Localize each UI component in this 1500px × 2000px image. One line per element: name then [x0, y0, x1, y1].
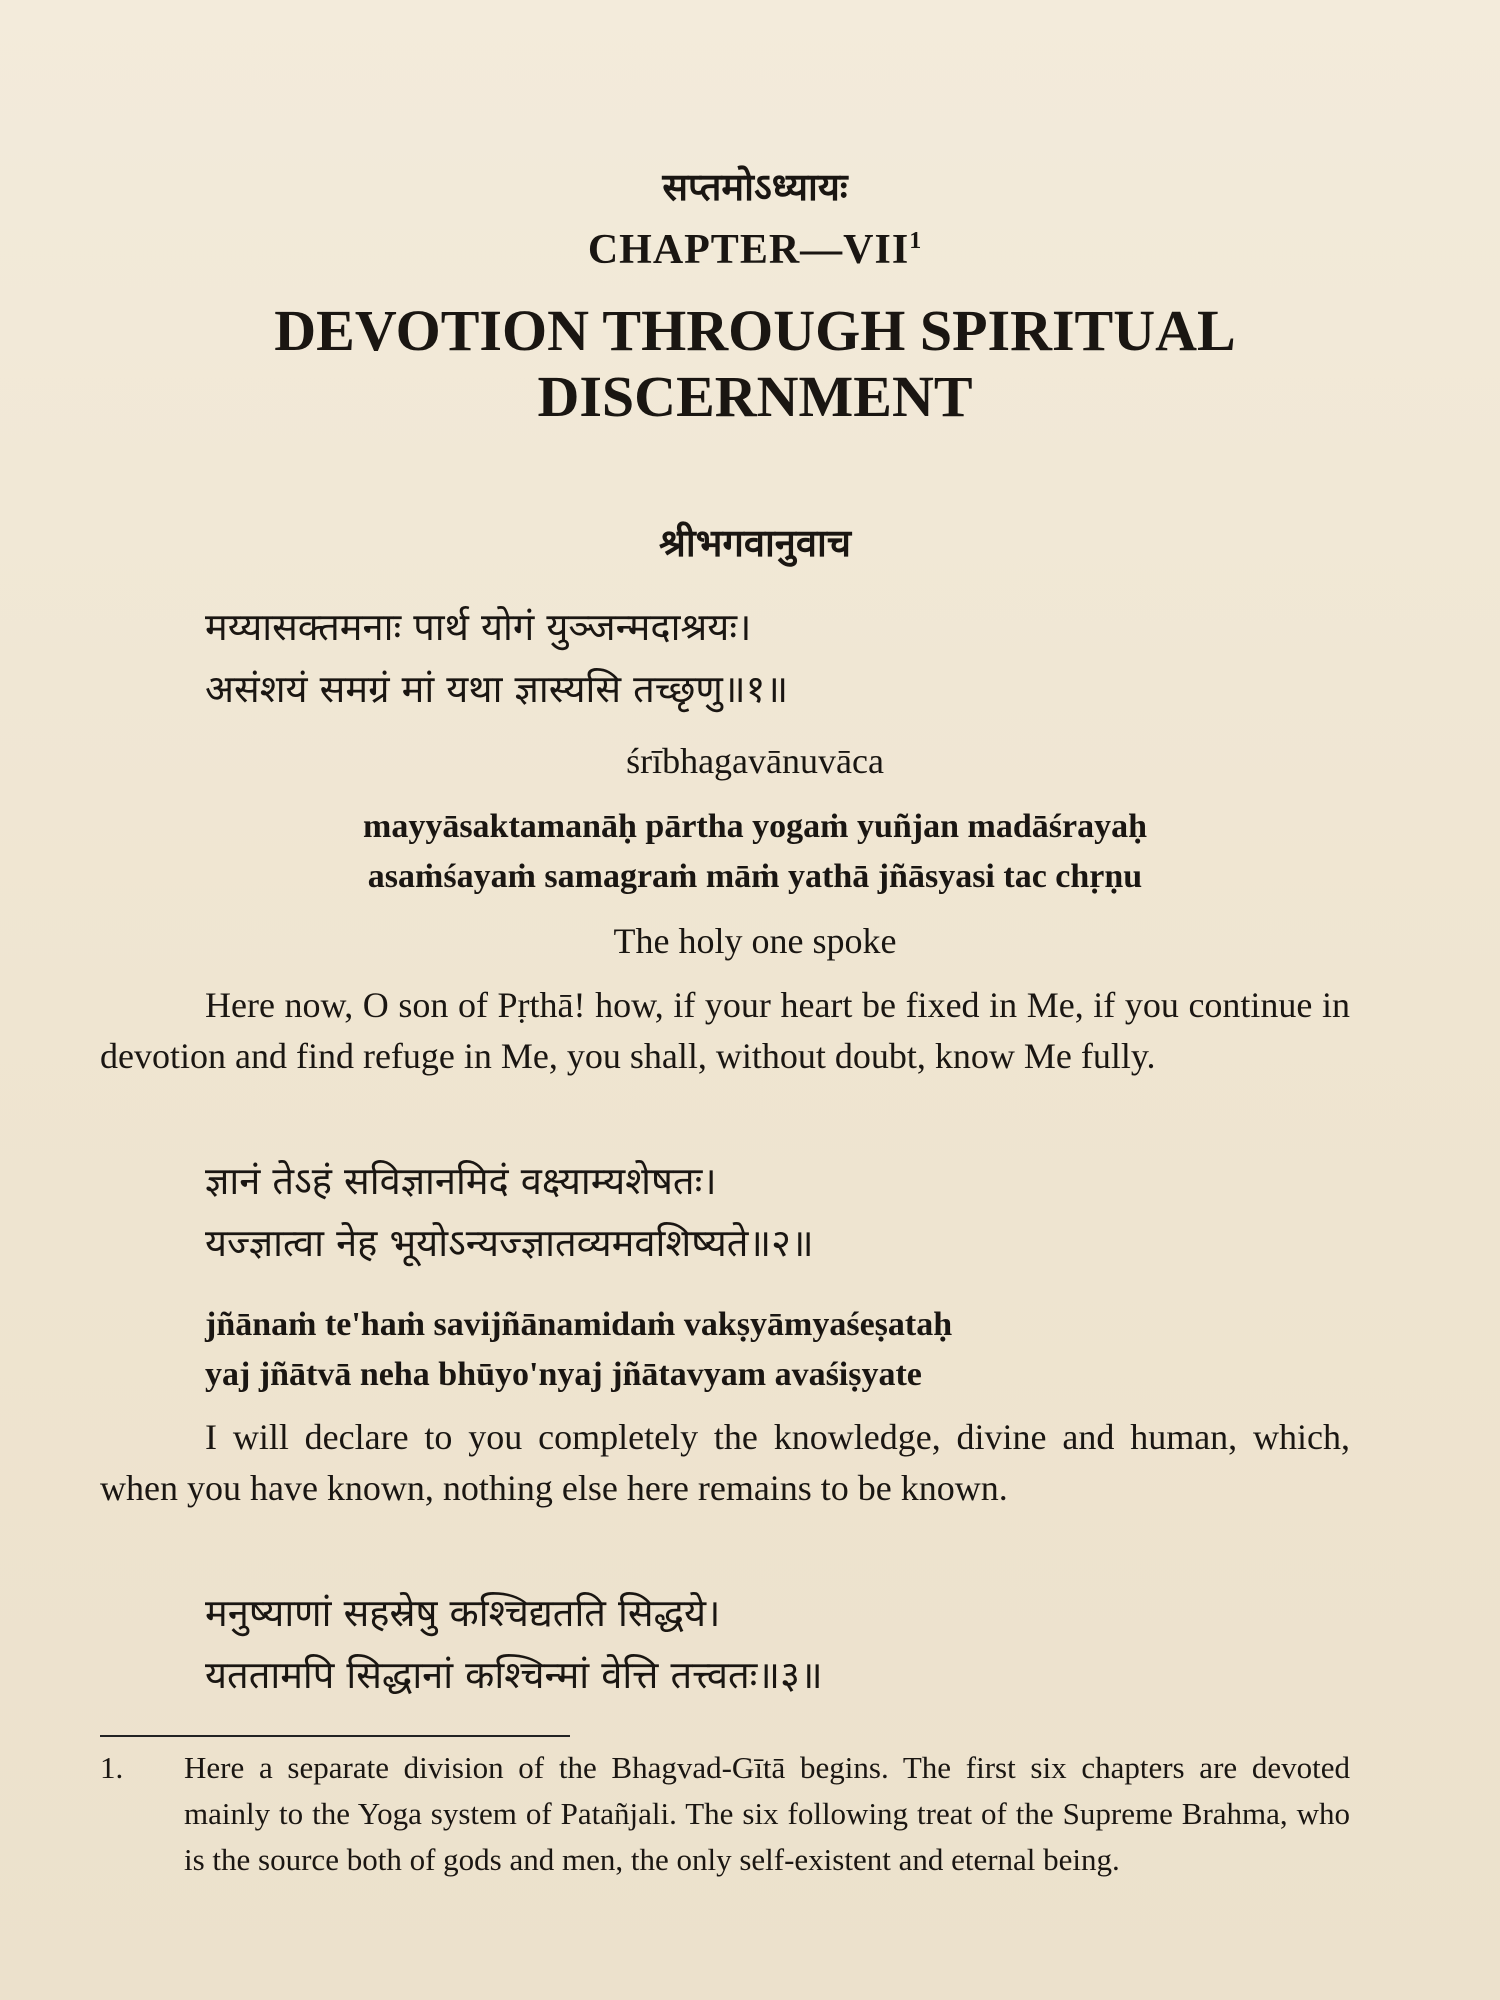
speaker-devanagari: श्रीभगवानुवाच	[658, 521, 851, 565]
verse-2-translit-line-1: jñānaṁ te'haṁ savijñānamidaṁ vakṣyāmyaśeṣataḥ	[205, 1306, 953, 1343]
footnote-mark: 1	[909, 228, 923, 254]
verse-1-translation: Here now, O son of Pṛthā! how, if your heart be fixed in Me, if you continue in devotion and find refuge in Me, you shall, without doubt, know Me fully.	[100, 985, 1350, 1076]
verse-1-translit-line-2: asaṁśayaṁ samagraṁ māṁ yathā jñāsyasi tac chṛṇu	[367, 858, 1143, 895]
footnote-number: 1.	[100, 1750, 124, 1785]
verse-1-devanagari	[205, 596, 1405, 720]
verse-1-transliteration	[100, 802, 1410, 902]
chapter-title-devanagari: सप्तमोऽध्यायः	[662, 165, 848, 209]
verse-2-devanagari	[205, 1150, 1405, 1274]
verse-1-deva-line-2: असंशयं समग्रं मां यथा ज्ञास्यसि तच्छृणु॥१॥	[205, 667, 789, 711]
speaker-translation: The holy one spoke	[613, 921, 897, 961]
chapter-title	[100, 298, 1410, 430]
footnote	[100, 1745, 1350, 1883]
chapter-title-line-2: DISCERNMENT	[537, 364, 973, 429]
verse-3-deva-line-2: यततामपि सिद्धानां कश्चिन्मां वेत्ति तत्त्वतः॥३॥	[205, 1653, 823, 1697]
verse-2-translation: I will declare to you completely the knowledge, divine and human, which, when you have known, nothing else here remains to be known.	[100, 1417, 1350, 1508]
verse-1-deva-line-1: मय्यासक्तमनाः पार्थ योगं युञ्जन्मदाश्रयः।	[205, 605, 752, 649]
verse-3-devanagari	[205, 1582, 1405, 1706]
speaker-transliteration: śrībhagavānuvāca	[626, 741, 884, 781]
verse-3-deva-line-1: मनुष्याणां सहस्रेषु कश्चिद्यतति सिद्धये।	[205, 1591, 721, 1635]
chapter-number: CHAPTER—VII	[587, 227, 910, 273]
verse-2-translit-line-2: yaj jñātvā neha bhūyo'nyaj jñātavyam avaśiṣyate	[205, 1356, 922, 1393]
verse-2-deva-line-1: ज्ञानं तेऽहं सविज्ञानमिदं वक्ष्याम्यशेषतः।	[205, 1159, 717, 1203]
verse-2-deva-line-2: यज्ज्ञात्वा नेह भूयोऽन्यज्ज्ञातव्यमवशिष्यते॥२॥	[205, 1221, 814, 1265]
footnote-divider	[100, 1735, 570, 1737]
footnote-text: Here a separate division of the Bhagvad-Gītā begins. The first six chapters are devoted mainly to the Yoga system of Patañjali. The six following treat of the Supreme Brahma, who is the source both of gods and men, the only self-existent and eternal being.	[184, 1750, 1350, 1877]
verse-2-transliteration	[205, 1300, 1405, 1400]
chapter-label	[100, 226, 1410, 274]
chapter-title-line-1: DEVOTION THROUGH SPIRITUAL	[274, 298, 1236, 363]
verse-1-translit-line-1: mayyāsaktamanāḥ pārtha yogaṁ yuñjan madāśrayaḥ	[363, 808, 1147, 845]
